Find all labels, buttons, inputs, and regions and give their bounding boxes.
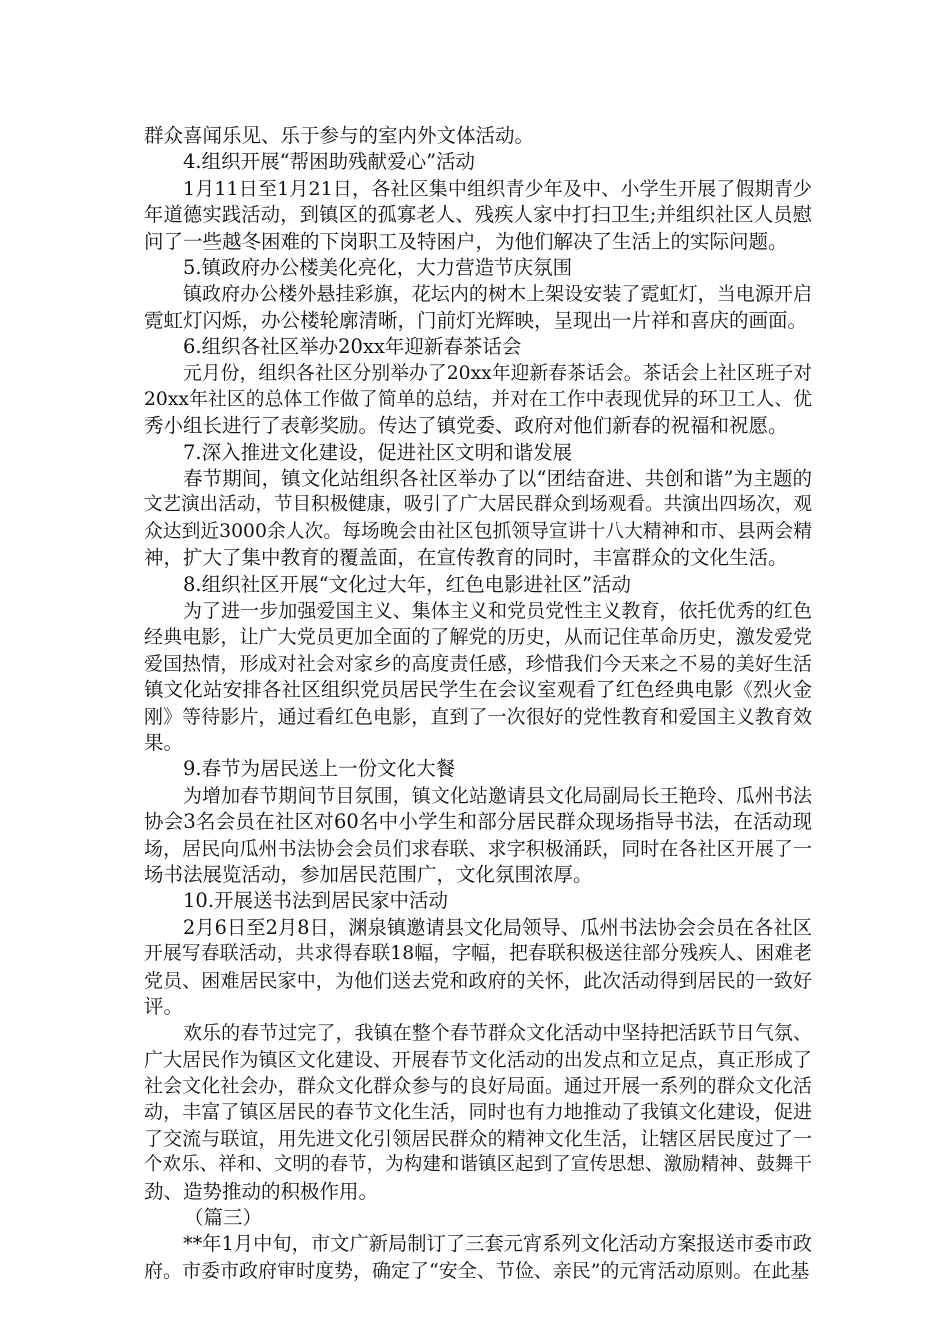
text-line: 欢乐的春节过完了，我镇在整个春节群众文化活动中坚持把活跃节日气氛、 (183, 1022, 812, 1045)
text-line: 广大居民作为镇区文化建设、开展春节文化活动的出发点和立足点，真正形成了 (144, 1048, 812, 1071)
text-line: 6.组织各社区举办20xx年迎新春茶话会 (183, 335, 522, 359)
text-line: 20xx年社区的总体工作做了简单的总结，并对在工作中表现优异的环卫工人、优 (144, 388, 812, 410)
text-line: 协会3名会员在社区对60名中小学生和部分居民群众现场指导书法，在活动现 (144, 810, 812, 834)
paragraph (144, 598, 812, 756)
text-line: 10.开展送书法到居民家中活动 (183, 889, 449, 913)
text-line: 镇政府办公楼外悬挂彩旗，花坛内的树木上架设安装了霓虹灯，当电源开启 (183, 283, 812, 306)
text-line: 1月11日至1月21日，各社区集中组织青少年及中、小学生开展了假期青少 (183, 177, 812, 200)
text-line: 镇文化站安排各社区组织党员居民学生在会议室观看了红色经典电影《烈火金 (144, 678, 812, 702)
paragraph (144, 281, 812, 334)
text-line: 爱国热情，形成对社会对家乡的高度责任感，珍惜我们今天来之不易的美好生活 (144, 652, 812, 675)
text-line: 府。市委市政府审时度势，确定了“安全、节俭、亲民”的元宵活动原则。在此基 (144, 1259, 810, 1282)
paragraph (144, 915, 812, 1021)
paragraph (144, 1020, 812, 1205)
text-line: 5.镇政府办公楼美化亮化，大力营造节庆氛围 (183, 255, 573, 279)
section-heading (144, 440, 812, 466)
text-line: 元月份，组织各社区分别举办了20xx年迎新春茶话会。茶话会上社区班子对 (183, 362, 812, 384)
text-line: 神，扩大了集中教育的覆盖面，在宣传教育的同时，丰富群众的文化生活。 (144, 546, 788, 570)
text-line: 为增加春节期间节目氛围，镇文化站邀请县文化局副局长王艳玲、瓜州书法 (183, 784, 812, 807)
text-line: 春节期间，镇文化站组织各社区举办了以“团结奋进、共创和谐”为主题的 (183, 467, 812, 491)
text-line: 7.深入推进文化建设，促进社区文明和谐发展 (183, 440, 573, 464)
text-line: 经典电影，让广大党员更加全面的了解党的历史，从而记住革命历史，激发爱党 (144, 626, 812, 649)
section-heading (144, 255, 812, 281)
text-line: 8.组织社区开展“文化过大年，红色电影进社区”活动 (183, 572, 632, 596)
text-line: 果。 (144, 730, 184, 754)
text-line: 年道德实践活动，到镇区的孤寡老人、残疾人家中打扫卫生;并组织社区人员慰 (144, 203, 812, 227)
paragraph-continuation (144, 123, 812, 149)
section-heading (144, 572, 812, 598)
text-line: 为了进一步加强爱国主义、集体主义和党员党性主义教育，依托优秀的红色 (183, 600, 812, 623)
paragraph (144, 176, 812, 255)
text-line: 场书法展览活动，参加居民范围广，文化氛围浓厚。 (144, 862, 593, 886)
text-line: 2月6日至2月8日，渊泉镇邀请县文化局领导、瓜州书法协会会员在各社区 (183, 915, 812, 939)
text-line: 问了一些越冬困难的下岗职工及特困户，为他们解决了生活上的实际问题。 (144, 229, 788, 253)
text-line: 秀小组长进行了表彰奖励。传达了镇党委、政府对他们新春的祝福和祝愿。 (144, 414, 788, 438)
text-line: 动，丰富了镇区居民的春节文化生活，同时也有力地推动了我镇文化建设，促进 (144, 1101, 812, 1124)
section-heading (144, 756, 812, 782)
text-line: 众达到近3000余人次。每场晚会由社区包抓领导宣讲十八大精神和市、县两会精 (144, 520, 812, 542)
paragraph (144, 466, 812, 572)
text-line: **年1月中旬，市文广新局制订了三套元宵系列文化活动方案报送市委市政 (183, 1232, 812, 1256)
text-line: 场，居民向瓜州书法协会会员们求春联、求字积极涌跃，同时在各社区开展了一 (144, 837, 812, 860)
text-line: 霓虹灯闪烁，办公楼轮廓清晰，门前灯光辉映，呈现出一片祥和喜庆的画面。 (144, 308, 808, 332)
paragraph (144, 1231, 812, 1284)
section-heading (144, 888, 812, 914)
text-line: 开展写春联活动，共求得春联18幅，字幅，把春联积极送往部分残疾人、困难老 (144, 943, 812, 965)
text-line: 9.春节为居民送上一份文化大餐 (183, 757, 456, 781)
document-page (144, 123, 812, 1284)
text-line: 评。 (144, 994, 184, 1018)
section-heading (144, 149, 812, 175)
text-line: 4.组织开展“帮困助残献爱心”活动 (183, 150, 476, 174)
section-heading (144, 334, 812, 360)
text-line: 社会文化社会办，群众文化群众参与的良好局面。通过开展一系列的群众文化活 (144, 1075, 812, 1098)
section-marker (144, 1205, 812, 1231)
paragraph (144, 361, 812, 440)
text-line: 党员、困难居民家中，为他们送去党和政府的关怀，此次活动得到居民的一致好 (144, 969, 812, 992)
text-line: 个欢乐、祥和、文明的春节，为构建和谐镇区起到了宣传思想、激励精神、鼓舞干 (144, 1154, 812, 1176)
text-line: 刚》等待影片，通过看红色电影，直到了一次很好的党性教育和爱国主义教育效 (144, 705, 812, 728)
text-line: 劲、造势推动的积极作用。 (144, 1179, 379, 1203)
text-line: 群众喜闻乐见、乐于参与的室内外文体活动。 (144, 124, 535, 147)
text-line: （篇三） (184, 1206, 263, 1230)
paragraph (144, 783, 812, 889)
text-line: 文艺演出活动，节目积极健康，吸引了广大居民群众到场观看。共演出四场次，观 (144, 494, 812, 516)
text-line: 了交流与联谊，用先进文化引领居民群众的精神文化生活，让辖区居民度过了一 (144, 1127, 812, 1150)
